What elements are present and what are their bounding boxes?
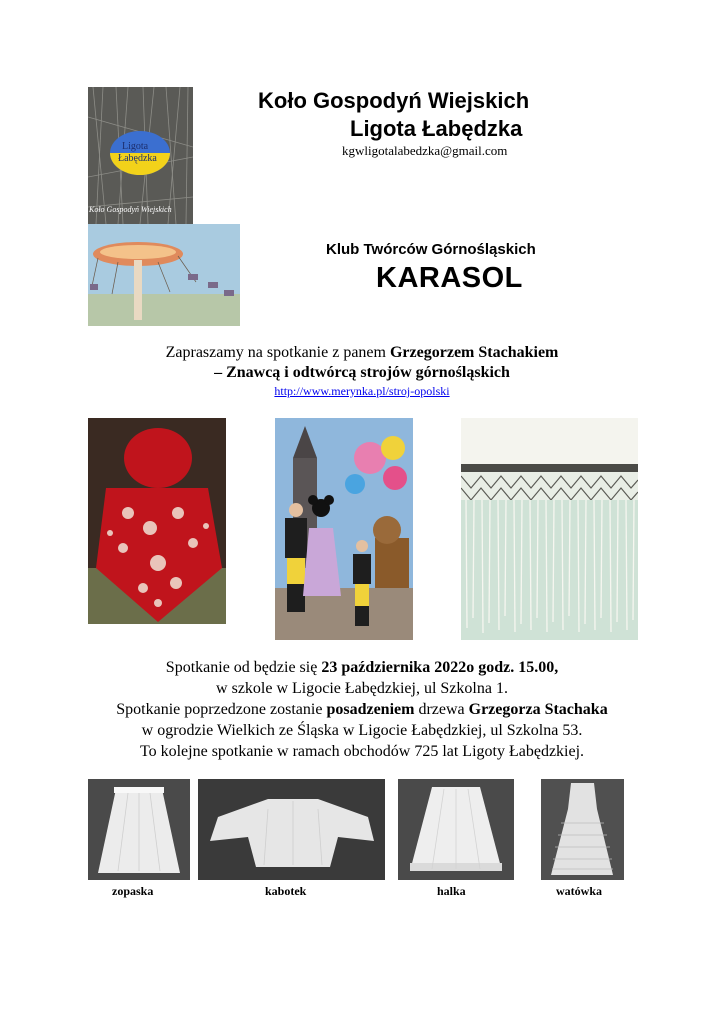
folk-costume-photo — [275, 418, 413, 640]
details-line3-bold2: Grzegorza Stachaka — [468, 701, 608, 718]
logo-name-line2: Łabędzka — [118, 153, 157, 164]
details-block — [0, 657, 724, 762]
details-line1 — [0, 657, 724, 678]
page-title-line2: Ligota Łabędzka — [350, 116, 523, 141]
email-address[interactable]: kgwligotalabedzka@gmail.com — [342, 143, 508, 158]
costume-link-text[interactable]: http://www.merynka.pl/stroj-opolski — [274, 384, 450, 398]
garment-label-watowka: watówka — [556, 884, 603, 898]
kgw-logo-image — [88, 87, 193, 224]
garment-photo-watowka — [541, 779, 624, 880]
details-line4: w ogrodzie Wielkich ze Śląska w Ligocie Łabędzkiej, ul Szkolna 53. — [141, 722, 583, 739]
garment-photo-halka — [398, 779, 514, 880]
details-line1-prefix: Spotkanie od będzie się — [165, 659, 322, 676]
logo-tagline: Koło Gospodyń Wiejskich — [89, 205, 172, 214]
garment-label-halka: halka — [437, 884, 466, 898]
details-line3-mid: drzewa — [414, 701, 469, 718]
invitation-line — [0, 344, 724, 362]
garment-label-zopaska: zopaska — [112, 884, 154, 898]
fringe-lace-photo — [461, 418, 638, 640]
garment-photo-zopaska — [88, 779, 190, 880]
red-scarf-photo — [88, 418, 226, 624]
club-name: Klub Twórców Górnośląskich — [326, 241, 536, 258]
details-line3-bold1: posadzeniem — [326, 701, 415, 718]
club-brand: KARASOL — [376, 262, 523, 294]
garment-label-kabotek: kabotek — [265, 884, 307, 898]
logo-name-line1: Ligota — [122, 141, 149, 152]
karasol-painting — [88, 224, 240, 326]
invitation-prefix: Zapraszamy na spotkanie z panem — [165, 344, 390, 361]
meeting-date: 23 października 2022o godz. 15.00, — [321, 659, 559, 676]
details-line3-prefix: Spotkanie poprzedzone zostanie — [116, 701, 327, 718]
guest-name: Grzegorzem Stachakiem — [389, 344, 559, 361]
details-line2: w szkole w Ligocie Łabędzkiej, ul Szkolna 1. — [216, 680, 508, 697]
details-line5: To kolejne spotkanie w ramach obchodów 725 lat Ligoty Łabędzkiej. — [139, 743, 585, 760]
garment-photo-kabotek — [198, 779, 385, 880]
page-title-line1: Koło Gospodyń Wiejskich — [258, 88, 530, 113]
costume-link — [0, 384, 724, 399]
guest-role: – Znawcą i odtwórcą strojów górnośląskich — [214, 364, 510, 381]
details-line3 — [0, 699, 724, 720]
